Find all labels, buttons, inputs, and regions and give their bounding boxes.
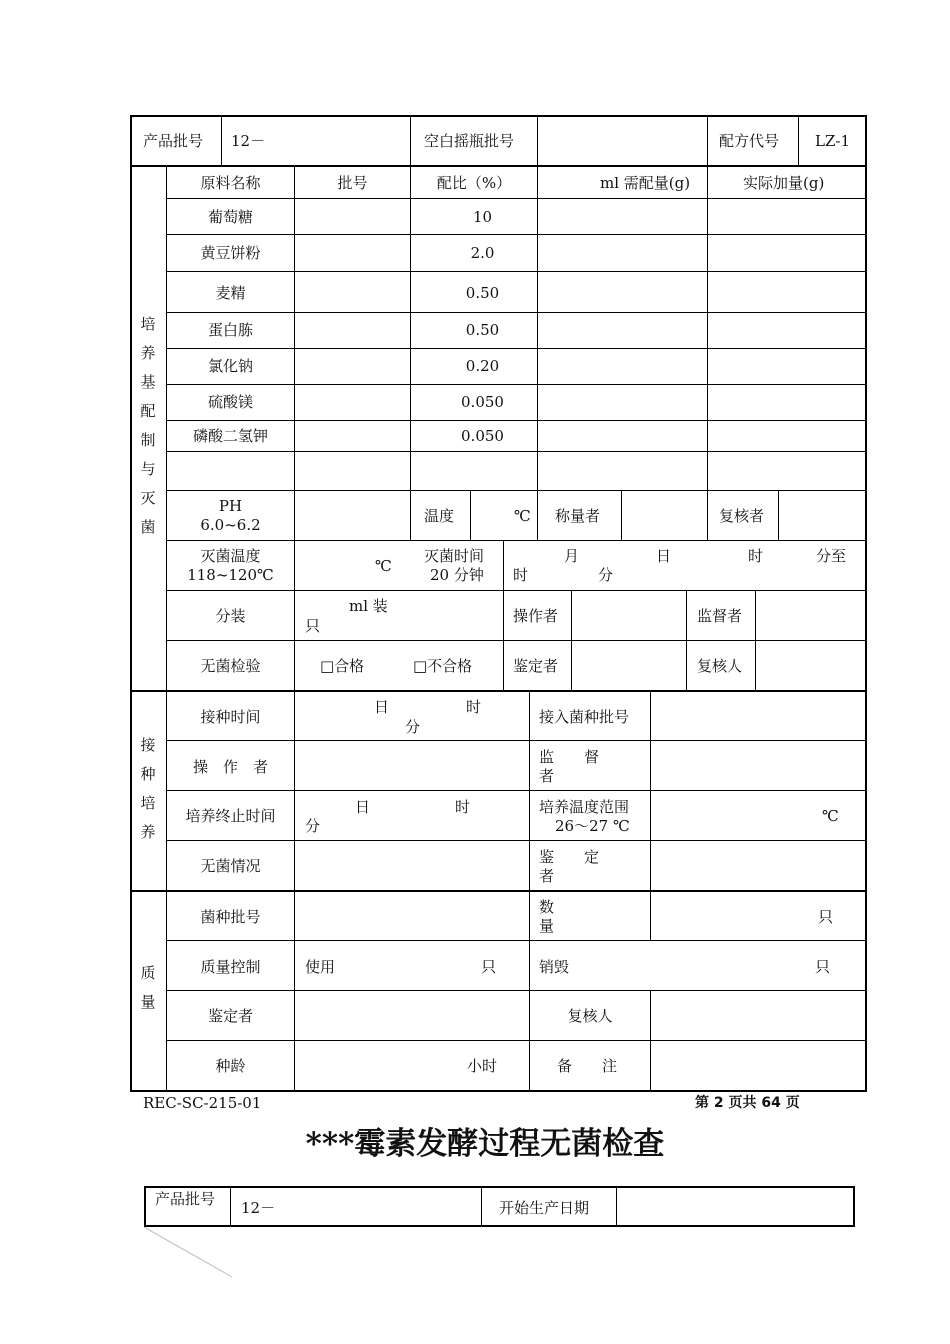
sterilize-month: 月: [564, 547, 580, 565]
materials-header-actual: 实际加量(g): [743, 174, 825, 192]
sterilize-hour2: 时: [513, 566, 529, 584]
row-line: [167, 312, 866, 313]
divider-header: [130, 165, 867, 167]
section-label-quality: 质 量: [140, 964, 156, 1011]
material-name: 麦精: [215, 284, 246, 302]
inoc-supervisor-label: 监 督: [539, 748, 600, 766]
row-line: [167, 540, 866, 541]
materials-header-ratio: 配比（%）: [436, 174, 512, 192]
quantity-label-b: 量: [539, 917, 555, 935]
col-line: [503, 591, 504, 691]
sterilize-temp-unit: ℃: [375, 557, 392, 575]
material-ratio: 0.50: [465, 321, 500, 339]
col-line: [650, 692, 651, 890]
col-line: [503, 541, 504, 591]
ph-checker-label: 复核者: [719, 507, 765, 525]
material-name: 磷酸二氢钾: [192, 427, 268, 445]
temp-unit: ℃: [822, 807, 839, 825]
sterilize-day: 日: [656, 547, 672, 565]
col-line: [470, 491, 471, 541]
diagonal-line: [144, 1227, 236, 1279]
header-line: [707, 116, 708, 166]
end-time-label: 培养终止时间: [185, 807, 276, 825]
col-line: [650, 892, 651, 941]
col-line: [294, 166, 295, 541]
inoc-time-label: 接种时间: [200, 708, 261, 726]
sterilize-time-label: 灭菌时间: [424, 547, 485, 565]
section-column-line: [166, 166, 167, 1091]
col-line: [650, 991, 651, 1091]
material-name: 黄豆饼粉: [200, 244, 261, 262]
start-date-label: 开始生产日期: [499, 1199, 590, 1217]
row-line: [167, 451, 866, 452]
col-line: [616, 1187, 617, 1226]
material-ratio: 0.050: [461, 393, 504, 411]
section-label-inoculation: 接 种 培 养: [140, 736, 156, 841]
col-line: [537, 491, 538, 541]
col-line: [529, 692, 530, 890]
batch-label: 产品批号: [143, 132, 204, 150]
row-line: [167, 990, 866, 991]
row-line: [167, 198, 866, 199]
pass-checkbox[interactable]: □合格: [320, 657, 365, 675]
col-line: [686, 591, 687, 691]
col-line: [529, 892, 530, 1091]
header-line: [798, 116, 799, 166]
materials-header-lot: 批号: [337, 174, 368, 192]
quality-inspector-label: 鉴定者: [207, 1007, 253, 1025]
materials-header-name: 原料名称: [200, 174, 261, 192]
ph-range: 6.0~6.2: [200, 516, 261, 534]
inoc-supervisor-label-b: 者: [539, 767, 555, 785]
quality-control-label: 质量控制: [200, 958, 261, 976]
inoc-inspector-label: 鉴 定: [539, 848, 600, 866]
inoc-operator-label: 操 作 者: [192, 758, 268, 776]
quantity-label: 数: [539, 898, 555, 916]
use-unit: 只: [481, 958, 497, 976]
quality-checker-label: 复核人: [567, 1007, 613, 1025]
row-line: [167, 1040, 866, 1041]
col-line: [707, 166, 708, 491]
material-name: 葡萄糖: [207, 208, 253, 226]
sterility-checker-label: 复核人: [697, 657, 743, 675]
sterile-status-label: 无菌情况: [200, 857, 261, 875]
blank-flask-label: 空白摇瓶批号: [424, 132, 515, 150]
temp-range-label: 培养温度范围: [539, 798, 630, 816]
inoc-minute: 分: [405, 718, 421, 736]
temp-range-value: 26～27 ℃: [555, 817, 630, 835]
fail-checkbox[interactable]: □不合格: [413, 657, 473, 675]
sterilize-temp-range: 118~120℃: [187, 566, 274, 584]
row-line: [167, 384, 866, 385]
sterilize-temp-label: 灭菌温度: [200, 547, 261, 565]
header-line: [537, 116, 538, 166]
end-hour: 时: [455, 798, 471, 816]
row-line: [167, 840, 866, 841]
end-day: 日: [355, 798, 371, 816]
divider-medium: [130, 690, 867, 692]
formula-label: 配方代号: [719, 132, 780, 150]
row-line: [167, 420, 866, 421]
col-line: [294, 541, 295, 691]
header-line: [410, 116, 411, 166]
page-info: 第 2 页共 64 页: [695, 1095, 800, 1111]
row-line: [167, 790, 866, 791]
sterility-inspector-label: 鉴定者: [513, 657, 559, 675]
sterilize-time-value: 20 分钟: [430, 566, 484, 584]
quantity-unit: 只: [818, 908, 834, 926]
col-line: [481, 1187, 482, 1226]
col-line: [621, 491, 622, 541]
row-line: [167, 740, 866, 741]
destroy-unit: 只: [815, 958, 831, 976]
seed-age-label: 种龄: [215, 1057, 246, 1075]
sterility-label: 无菌检验: [200, 657, 261, 675]
use-label: 使用: [305, 958, 336, 976]
material-ratio: 0.050: [461, 427, 504, 445]
remarks-label: 备 注: [557, 1057, 618, 1075]
row-line: [167, 590, 866, 591]
row-line: [167, 640, 866, 641]
col-line: [778, 491, 779, 541]
operator-label: 操作者: [513, 607, 559, 625]
doc-code: REC-SC-215-01: [143, 1094, 262, 1112]
strain-batch-label: 接入菌种批号: [539, 708, 630, 726]
batch-value[interactable]: 12－: [231, 132, 266, 150]
material-name: 氯化钠: [207, 357, 253, 375]
dispense-ml-fill: ml 装: [349, 597, 388, 615]
material-ratio: 2.0: [470, 244, 495, 262]
col-line: [230, 1187, 231, 1226]
row-line: [167, 348, 866, 349]
material-ratio: 0.50: [465, 284, 500, 302]
next-batch-label: 产品批号: [155, 1190, 216, 1208]
destroy-label: 销毁: [539, 958, 570, 976]
section-label-medium: 培 养 基 配 制 与 灭 菌: [140, 315, 156, 536]
dispense-unit: 只: [305, 617, 321, 635]
col-line: [707, 491, 708, 541]
ph-label: PH: [218, 497, 243, 515]
material-name: 硫酸镁: [207, 393, 253, 411]
quality-strain-batch-label: 菌种批号: [200, 908, 261, 926]
row-line: [167, 234, 866, 235]
row-line: [167, 271, 866, 272]
material-ratio: 0.20: [465, 357, 500, 375]
sterilize-minute-to: 分至: [816, 547, 847, 565]
header-line: [221, 116, 222, 166]
sterilize-minute2: 分: [598, 566, 614, 584]
ph-temp-unit: ℃: [514, 507, 531, 525]
ph-temp-label: 温度: [424, 507, 455, 525]
material-name: 蛋白胨: [207, 321, 253, 339]
col-line: [294, 892, 295, 1091]
col-line: [755, 591, 756, 691]
inoc-day: 日: [374, 698, 390, 716]
formula-value: LZ-1: [815, 132, 850, 150]
weigher-label: 称量者: [555, 507, 601, 525]
col-line: [571, 591, 572, 691]
end-minute: 分: [305, 817, 321, 835]
next-page-title: ***霉素发酵过程无菌检查: [305, 1126, 665, 1162]
hours-label: 小时: [467, 1057, 498, 1075]
supervisor-label: 监督者: [697, 607, 743, 625]
col-line: [294, 692, 295, 890]
materials-header-needed: ml 需配量(g): [600, 174, 691, 192]
divider-inoculation: [130, 890, 867, 892]
sterilize-hour: 时: [748, 547, 764, 565]
next-batch-value[interactable]: 12－: [241, 1199, 276, 1217]
row-line: [167, 940, 866, 941]
row-line: [167, 490, 866, 491]
material-ratio: 10: [472, 208, 493, 226]
inoc-inspector-label-b: 者: [539, 867, 555, 885]
dispense-label: 分装: [215, 607, 246, 625]
inoc-hour: 时: [466, 698, 482, 716]
